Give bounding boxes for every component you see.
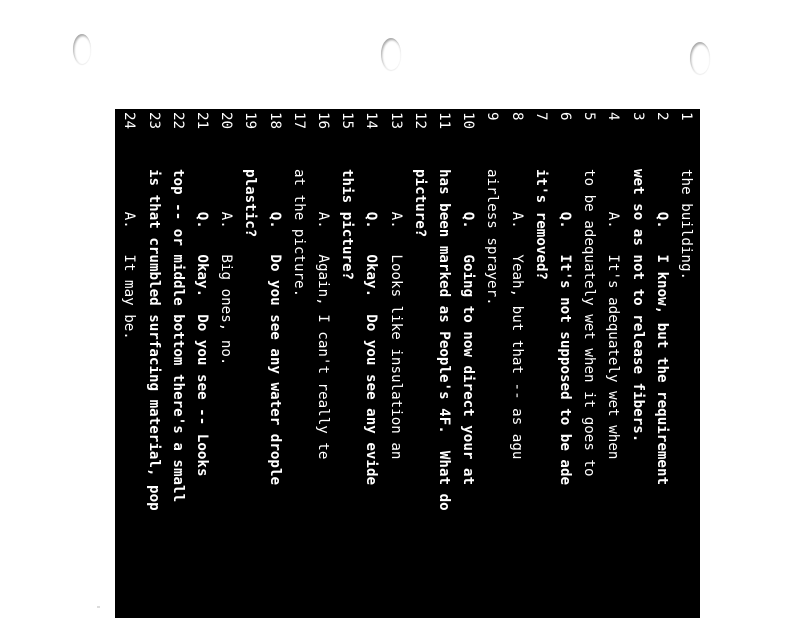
line-text: at the picture. [290,169,307,298]
line-text: A. It's adequately wet when [605,169,622,460]
line-number: 24 [121,112,138,130]
line-number: 9 [484,112,501,121]
transcript-line [142,109,166,618]
line-text: airless sprayer. [484,169,501,306]
line-text: wet so as not to release fibers. [629,169,646,443]
line-text: this picture? [339,169,356,281]
line-number: 22 [169,112,186,130]
transcript-line [287,109,311,618]
line-number: 4 [605,112,622,121]
transcript-line [238,109,262,618]
transcript-line [577,109,601,618]
transcript-line [432,109,456,618]
line-number: 7 [532,112,549,121]
line-text: Q. Okay. Do you see any evide [363,169,380,486]
line-number: 21 [194,112,210,130]
line-number: 14 [363,112,380,130]
line-number: 5 [581,112,598,121]
line-text: top -- or middle bottom there's a small [169,169,186,503]
line-number: 17 [290,112,307,130]
line-text: Q. It's not supposed to be ade [557,169,573,486]
transcript-line [335,109,359,618]
transcript-line [263,109,287,618]
line-text: to be adequately wet when it goes to [581,169,598,477]
line-text: the building. [678,169,694,281]
punch-hole-left [73,34,91,64]
line-text: A. Big ones, no. [218,169,235,366]
line-number: 1 [678,112,694,121]
transcript-line [601,109,625,618]
scan-speck [97,606,100,608]
line-text: Q. Do you see any water drople [266,169,283,486]
line-text: picture? [411,169,428,238]
line-text: A. Yeah, but that -- as agu [508,169,525,460]
transcript-line [214,109,238,618]
transcript-line [650,109,674,618]
punch-hole-center [381,38,401,70]
line-text: plastic? [242,169,259,238]
transcript-line [480,109,504,618]
transcript-line [117,109,141,618]
transcript-line [553,109,577,618]
transcript-line [456,109,480,618]
line-text: A. Looks like insulation an [387,169,404,460]
line-number: 15 [339,112,356,130]
line-number: 18 [266,112,283,130]
line-number: 13 [387,112,404,130]
line-number: 3 [629,112,646,121]
line-number: 11 [436,112,452,130]
punch-hole-right [690,42,710,74]
line-text: it's removed? [532,169,549,281]
line-number: 16 [315,112,331,130]
transcript-line [166,109,190,618]
transcript-line [190,109,214,618]
line-number: 23 [145,112,162,130]
transcript-line [311,109,335,618]
line-text: has been marked as People's 4F. What do [436,169,452,511]
line-text: A. It may be. [121,169,138,340]
line-number: 20 [218,112,235,130]
line-number: 8 [508,112,525,121]
transcript-line [408,109,432,618]
transcript-line [626,109,650,618]
line-text: is that crumbled surfacing material, pop [145,169,162,511]
transcript-line [674,109,698,618]
line-text: Q. Going to now direct your at [460,169,477,486]
line-number: 19 [242,112,259,130]
transcript-line [384,109,408,618]
transcript-line [505,109,529,618]
line-number: 10 [460,112,477,130]
line-number: 12 [411,112,428,130]
line-number: 2 [653,112,670,121]
line-text: A. Again, I can't really te [315,169,331,460]
transcript-line [359,109,383,618]
line-text: Q. Okay. Do you see -- Looks [194,169,210,477]
transcript-line [529,109,553,618]
transcript-body [115,109,700,618]
line-text: Q. I know, but the requirement [653,169,670,486]
line-number: 6 [557,112,573,121]
transcript-page [115,109,700,618]
